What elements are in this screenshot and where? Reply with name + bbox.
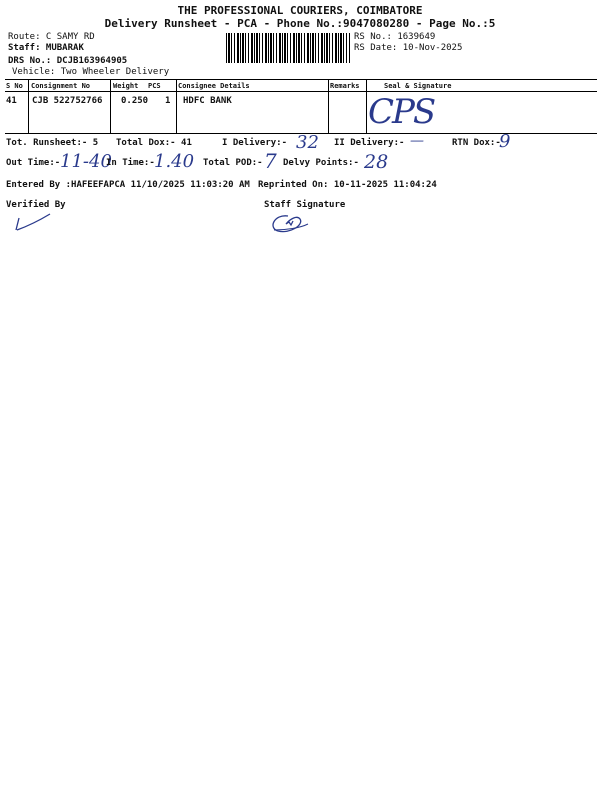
rtn-dox-handwriting: 9 <box>499 131 511 152</box>
runsheet-subtitle: Delivery Runsheet - PCA - Phone No.:9047080280 - Page No.:5 <box>104 17 496 30</box>
company-title: THE PROFESSIONAL COURIERS, COIMBATORE <box>177 4 423 17</box>
rs-date: RS Date: 10-Nov-2025 <box>354 43 463 53</box>
col-divider <box>176 79 177 133</box>
staff-signature-label: Staff Signature <box>264 200 346 210</box>
row-sno: 41 <box>6 96 17 106</box>
total-dox: Total Dox:- 41 <box>116 138 192 148</box>
delivery-points-label: Delvy Points:- <box>283 158 359 168</box>
table-header-rule <box>5 91 597 92</box>
col-header-sno: S No <box>6 82 23 90</box>
vehicle-label: Vehicle: Two Wheeler Delivery <box>12 67 170 77</box>
row-pcs: 1 <box>165 96 171 106</box>
reprinted-on: Reprinted On: 10-11-2025 11:04:24 <box>258 180 437 190</box>
ii-delivery-handwriting: — <box>410 133 424 149</box>
in-time-label: In Time:- <box>106 158 155 168</box>
seal-signature-handwriting: CPS <box>368 92 435 132</box>
drs-number: DRS No.: DCJB163964905 <box>8 56 128 66</box>
col-divider <box>28 79 29 133</box>
barcode <box>226 33 350 63</box>
rs-number: RS No.: 1639649 <box>354 32 436 42</box>
total-pod-label: Total POD:- <box>203 158 263 168</box>
col-header-consignee: Consignee Details <box>178 82 250 90</box>
staff-label: Staff: MUBARAK <box>8 43 84 53</box>
col-header-pcs: PCS <box>148 82 161 90</box>
col-divider <box>110 79 111 133</box>
col-header-remarks: Remarks <box>330 82 360 90</box>
ii-delivery-label: II Delivery:- <box>334 138 405 148</box>
row-consignee: HDFC BANK <box>183 96 232 106</box>
i-delivery-handwriting: 32 <box>296 132 319 153</box>
in-time-handwriting: 1.40 <box>154 151 195 172</box>
col-divider <box>366 79 367 133</box>
total-pod-handwriting: 7 <box>264 149 277 173</box>
rtn-dox-label: RTN Dox:- <box>452 138 501 148</box>
staff-signature <box>266 210 312 236</box>
delivery-points-handwriting: 28 <box>364 151 389 173</box>
col-header-consignment: Consignment No <box>31 82 91 90</box>
i-delivery-label: I Delivery:- <box>222 138 288 148</box>
entered-by: Entered By :HAFEEFAPCA 11/10/2025 11:03:20 AM <box>6 180 250 190</box>
verified-by-label: Verified By <box>6 200 66 210</box>
out-time-label: Out Time:- <box>6 158 61 168</box>
table-top-rule <box>5 79 597 80</box>
col-header-seal: Seal & Signature <box>384 82 452 90</box>
out-time-handwriting: 11-40 <box>60 151 112 172</box>
row-weight: 0.250 <box>121 96 149 106</box>
verifier-signature <box>8 208 58 236</box>
total-runsheet: Tot. Runsheet:- 5 <box>6 138 99 148</box>
col-header-weight: Weight <box>113 82 139 90</box>
route-label: Route: C SAMY RD <box>8 32 95 42</box>
col-divider <box>328 79 329 133</box>
row-consignment-no: CJB 522752766 <box>32 96 103 106</box>
